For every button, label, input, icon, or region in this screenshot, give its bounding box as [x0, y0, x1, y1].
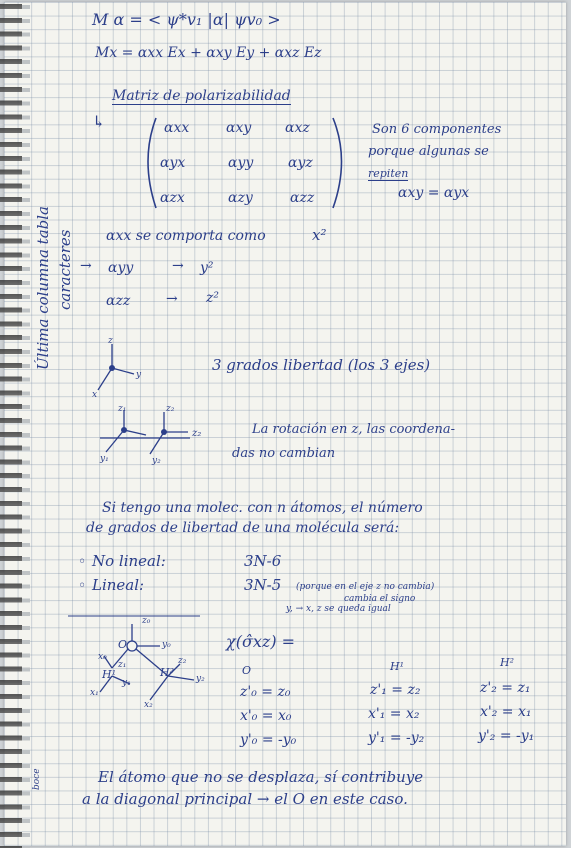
column-head: O [242, 664, 252, 677]
degrees-note: 3 grados libertad (los 3 ejes) [212, 356, 431, 374]
rotation-note: das no cambian [232, 446, 336, 461]
column-head: H¹ [390, 660, 405, 673]
side-note: porque algunas se [368, 144, 489, 159]
water-label: O [118, 638, 128, 651]
matrix-title: Matriz de polarizabilidad [112, 88, 291, 104]
matrix-cell: αyz [288, 155, 313, 171]
behaves-value: z² [206, 290, 219, 306]
moment-equation: Mx = αxx Ex + αxy Ey + αxz Ez [95, 45, 322, 61]
rotation-note: La rotación en z, las coordena- [252, 422, 456, 437]
matrix-cell: αyy [228, 155, 254, 171]
side-note: repiten [368, 167, 409, 180]
arrow-symbol: → [80, 258, 92, 274]
table-cell: y'₂ = -y₁ [478, 728, 535, 744]
axis-label: z [108, 336, 113, 346]
dipole-equation: M α = < ψ*v₁ |α| ψv₀ > [92, 10, 281, 29]
water-label: H² [160, 666, 175, 679]
water-label: x₁ [90, 688, 99, 698]
small-note: cambia el signo [344, 594, 416, 604]
water-label: x₂ [144, 700, 153, 710]
axis-label: z₂ [192, 428, 202, 439]
table-cell: x'₀ = x₀ [240, 708, 292, 724]
matrix-cell: αxy [226, 120, 252, 136]
water-label: x₀ [98, 652, 107, 662]
paragraph-line: Si tengo una molec. con n átomos, el número [102, 500, 423, 516]
water-label: y₀ [162, 640, 171, 650]
conclusion-line: El átomo que no se desplaza, sí contribuye [98, 768, 424, 786]
table-cell: z'₁ = z₂ [370, 682, 421, 698]
table-cell: z'₀ = z₀ [240, 684, 291, 700]
vertical-margin-note: caracteres [56, 229, 74, 310]
bullet-icon: ◦ [78, 554, 87, 570]
conclusion-line: a la diagonal principal → el O en este caso. [82, 790, 408, 808]
matrix-cell: αxz [285, 120, 310, 136]
paragraph-line: de grados de libertad de una molécula será: [86, 520, 400, 536]
behaves-line: αzz [106, 293, 131, 309]
water-label: z₁ [118, 660, 127, 670]
matrix-cell: αzy [228, 190, 253, 206]
vertical-margin-note: Última columna tabla [34, 206, 52, 370]
table-cell: x'₂ = x₁ [480, 704, 532, 720]
small-note: y, → x, z se queda igual [286, 604, 391, 614]
axis-label: y₁ [100, 454, 109, 464]
axis-label: z₁ [118, 404, 127, 414]
table-cell: x'₁ = x₂ [368, 706, 420, 722]
water-label: z₀ [142, 616, 151, 626]
water-label: z₂ [178, 656, 187, 666]
table-cell: y'₁ = -y₂ [368, 730, 425, 746]
water-label: H¹ [102, 668, 117, 681]
behaves-value: x² [312, 226, 327, 244]
water-label: y₁ [122, 678, 131, 688]
matrix-cell: αxx [164, 120, 190, 136]
nonlinear-label: No lineal: [92, 552, 166, 570]
arrow-symbol: → [166, 291, 178, 307]
small-note: (porque en el eje z no cambia) [296, 582, 435, 592]
table-cell: y'₀ = -y₀ [240, 732, 297, 748]
water-label: y₂ [196, 674, 205, 684]
axis-label: z₂ [166, 404, 175, 414]
behaves-value: y² [200, 260, 214, 276]
axis-label: x [92, 390, 98, 400]
table-cell: z'₂ = z₁ [480, 680, 531, 696]
arrow-symbol: → [172, 258, 184, 274]
behaves-line: αxx se comporta como [106, 228, 266, 244]
nonlinear-value: 3N-6 [244, 552, 282, 570]
behaves-line: αyy [108, 260, 134, 276]
margin-tag: boce [32, 768, 42, 790]
side-note: Son 6 componentes [372, 122, 502, 137]
matrix-cell: αyx [160, 155, 186, 171]
matrix-cell: αzx [160, 190, 185, 206]
matrix-cell: αzz [290, 190, 315, 206]
side-equation: αxy = αyx [398, 185, 470, 201]
axis-label: y₂ [152, 456, 161, 466]
column-head: H² [500, 656, 515, 669]
linear-value: 3N-5 [244, 576, 282, 594]
linear-label: Lineal: [92, 576, 145, 594]
character-expression: χ(σ̂xz) = [226, 632, 296, 651]
arrow-symbol: ↳ [92, 112, 106, 131]
bullet-icon: ◦ [78, 578, 87, 594]
axis-label: y [136, 370, 142, 380]
